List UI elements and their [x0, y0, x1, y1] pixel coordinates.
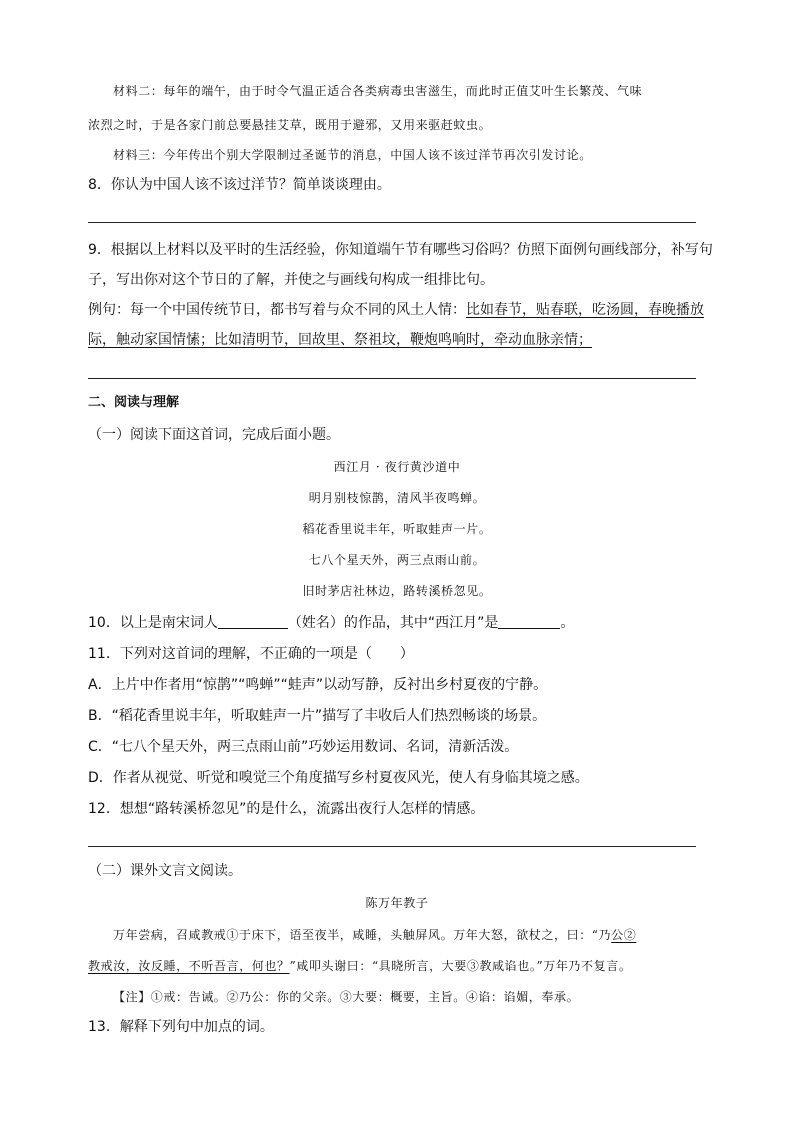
question-11-option-b[interactable]: B．“稻花香里说丰年，听取蛙声一片”描写了丰收后人们热烈畅谈的场景。: [88, 708, 547, 724]
poem-line-1: 明月别枝惊鹊，清风半夜鸣蝉。: [308, 491, 486, 505]
material-3: 材料三：今年传出个别大学限制过圣诞节的消息，中国人该不该过洋节再次引发讨论。: [113, 148, 592, 162]
question-11-stem: 11．下列对这首词的理解，不正确的一项是（ ）: [88, 646, 414, 662]
classical-paragraph-line-2: [88, 957, 631, 975]
question-9-example-line-2: 际，触动家国情愫；比如清明节，回故里、祭祖坟，鞭炮鸣响时，牵动血脉亲情；: [88, 332, 592, 348]
question-10: [88, 614, 574, 632]
part-2-heading: （二）课外文言文阅读。: [88, 863, 242, 879]
poem-title: 西江月 · 夜行黄沙道中: [333, 460, 461, 474]
question-11-option-a[interactable]: A．上片中作者用“惊鹊”“鸣蝉”“蛙声”以动写静，反衬出乡村夏夜的宁静。: [88, 677, 548, 693]
material-2-line-2: 浓烈之时，于是各家门前总要悬挂艾草，既用于避邪，又用来驱赶蚊虫。: [88, 118, 492, 132]
classical-title: 陈万年教子: [365, 896, 429, 910]
classical-underlined-2: 教戒汝，汝反睡，不听吾言，何也？: [88, 959, 290, 973]
question-9-line-2: 子，写出你对这个节日的了解，并使之与画线句构成一组排比句。: [88, 272, 494, 288]
answer-line-q9[interactable]: [88, 378, 696, 379]
question-11-option-c[interactable]: C．“七八个星天外，两三点雨山前”巧妙运用数词、名词，清新活泼。: [88, 739, 519, 755]
blank-cipai[interactable]: [498, 614, 560, 629]
question-12: 12．想想“路转溪桥忽见”的是什么，流露出夜行人怎样的情感。: [88, 801, 485, 817]
example-underlined-1: 比如春节，贴春联，吃汤圆，春晚播放: [466, 302, 704, 318]
part-1-heading: （一）阅读下面这首词，完成后面小题。: [88, 427, 340, 443]
question-13: 13．解释下列句中加点的词。: [88, 1019, 274, 1035]
question-10-part-b: （姓名）的作品，其中“西江月”是: [287, 615, 499, 631]
poem-line-2: 稻花香里说丰年，听取蛙声一片。: [302, 522, 492, 536]
question-9-line-1: 9．根据以上材料以及平时的生活经验，你知道端午节有哪些习俗吗？仿照下面例句画线部分，补写句: [88, 242, 713, 258]
question-10-part-c: 。: [560, 615, 575, 631]
answer-line-q8[interactable]: [88, 222, 696, 223]
poem-line-3: 七八个星天外，两三点雨山前。: [308, 553, 486, 567]
classical-text-1: 万年尝病，召咸教戒①于床下，语至夜半，咸睡，头触屏风。万年大怒，欲杖之，曰：“乃: [113, 928, 612, 942]
classical-paragraph-line-1: [113, 926, 636, 944]
classical-underlined-1: 公②: [611, 928, 637, 942]
answer-line-q12[interactable]: [88, 846, 696, 847]
poem-line-4: 旧时茅店社林边，路转溪桥忽见。: [302, 584, 492, 598]
material-2-line-1: 材料二：每年的端午，由于时令气温正适合各类病毒虫害滋生，而此时正值艾叶生长繁茂、气味: [113, 84, 643, 98]
question-11-option-d[interactable]: D．作者从视觉、听觉和嗅觉三个角度描写乡村夏夜风光，使人有身临其境之感。: [88, 770, 589, 786]
classical-note: 【注】①戒：告诫。②乃公：你的父亲。③大要：概要，主旨。④谄：谄媚，奉承。: [113, 990, 580, 1004]
question-10-part-a: 10．以上是南宋词人: [88, 615, 218, 631]
question-9-example-line-1: [88, 301, 704, 319]
blank-author-name[interactable]: [218, 614, 288, 629]
section-2-title: 二、阅读与理解: [88, 395, 180, 410]
question-8: 8．你认为中国人该不该过洋节？简单谈谈理由。: [88, 177, 391, 193]
classical-text-2: ”咸叩头谢曰：“具晓所言，大要③教咸谄也。”万年乃不复言。: [289, 959, 632, 973]
example-prefix: 例句：每一个中国传统节日，都书写着与众不同的风土人情：: [88, 302, 466, 318]
